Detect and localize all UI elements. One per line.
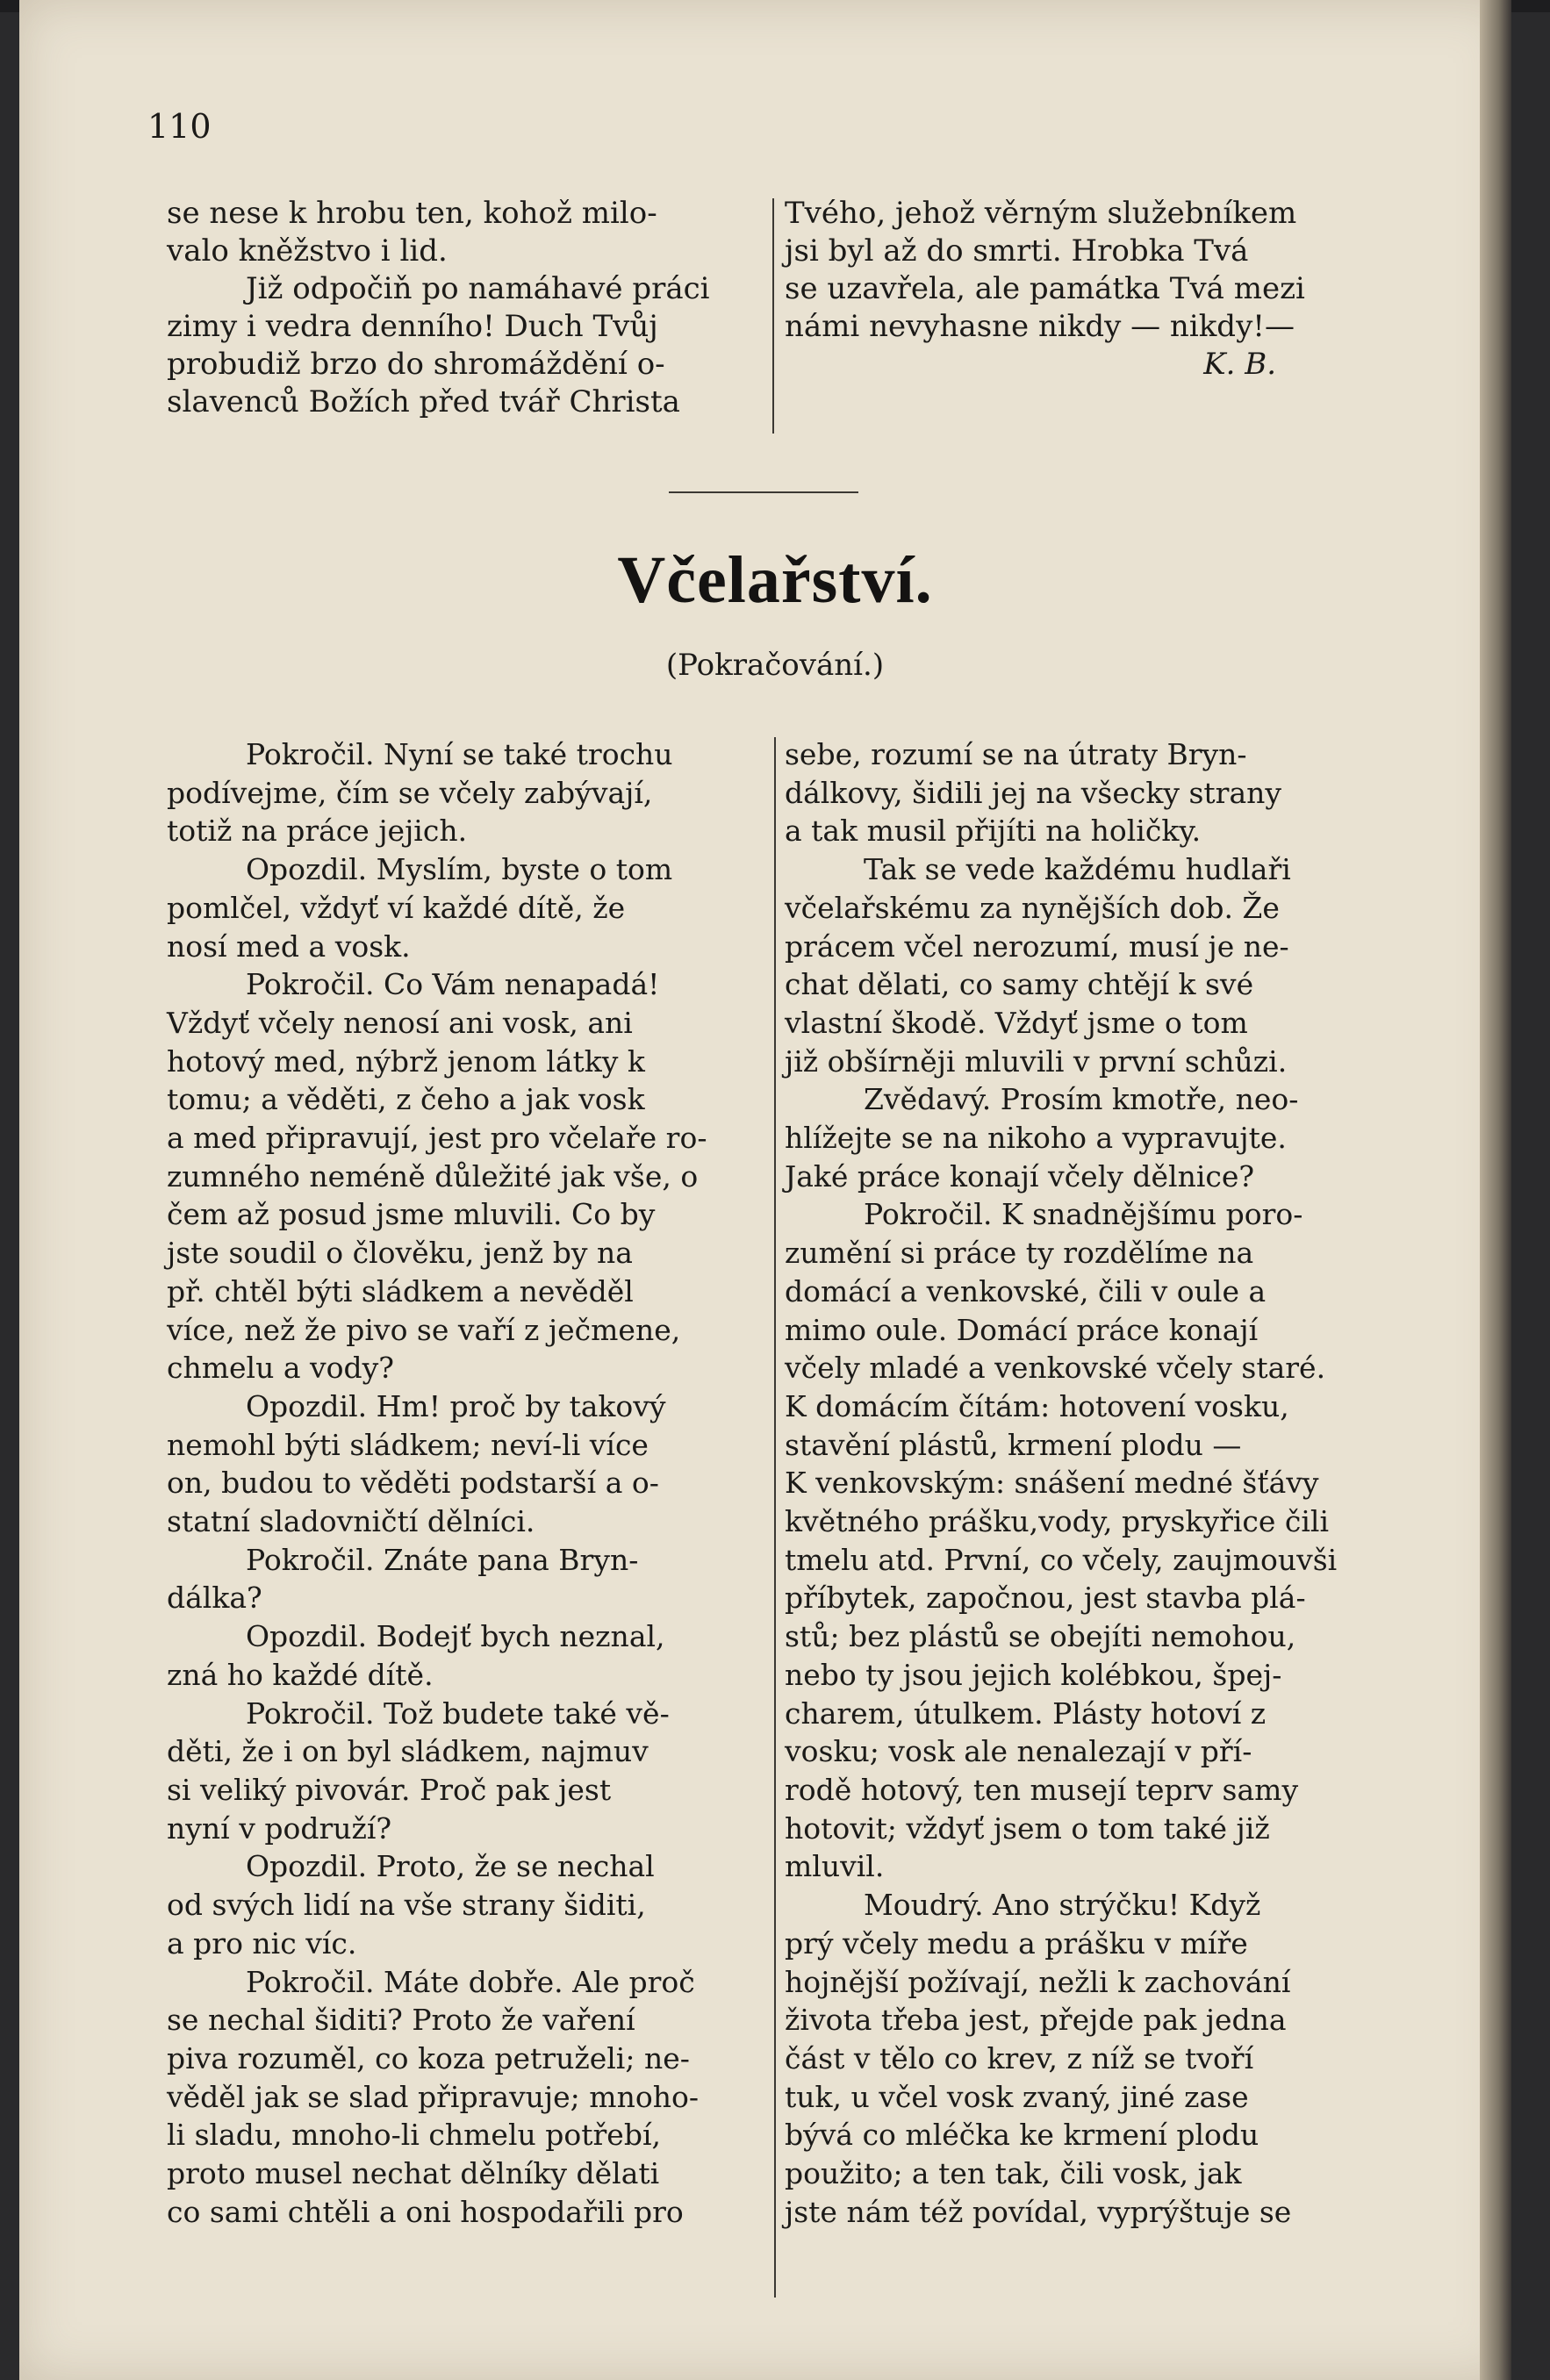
text-line: vosku; vosk ale nenalezají v pří-: [785, 1734, 1252, 1769]
text-line: se nechal šiditi? Proto že vaření: [167, 2003, 635, 2038]
page-spine: [1480, 0, 1511, 2380]
text-line: Tak se vede každému hudlaři: [864, 852, 1291, 887]
text-line: chmelu a vody?: [167, 1351, 394, 1386]
text-line: od svých lidí na vše strany šiditi,: [167, 1888, 646, 1923]
text-line: zná ho každé dítě.: [167, 1657, 434, 1692]
text-line: příbytek, započnou, jest stavba plá-: [785, 1581, 1306, 1616]
text-line: květného prášku,vody, pryskyřice čili: [785, 1504, 1330, 1539]
text-line: zimy i vedra denního! Duch Tvůj: [167, 309, 658, 344]
text-line: Jaké práce konají včely dělnice?: [785, 1158, 1255, 1194]
text-line: K domácím čítám: hotovení vosku,: [785, 1388, 1289, 1423]
text-line: probudiž brzo do shromáždění o-: [167, 347, 665, 382]
text-line: hojnější požívají, nežli k zachování: [785, 1964, 1291, 1999]
text-line: zumění si práce ty rozdělíme na: [785, 1236, 1254, 1271]
text-line: mluvil.: [785, 1849, 885, 1884]
text-line: Opozdil. Hm! proč by takový: [246, 1388, 666, 1423]
signature: K. B.: [1203, 347, 1276, 382]
text-line: Pokročil. Co Vám nenapadá!: [246, 967, 660, 1002]
text-line: mimo oule. Domácí práce konají: [785, 1312, 1259, 1347]
text-line: hlížejte se na nikoho a vypravujte.: [785, 1121, 1287, 1156]
text-line: Pokročil. K snadnějšímu poro-: [864, 1197, 1303, 1232]
text-line: tomu; a věděti, z čeho a jak vosk: [167, 1082, 645, 1117]
text-line: Vždyť včely nenosí ani vosk, ani: [167, 1005, 633, 1040]
text-line: věděl jak se slad připravuje; mnoho-: [167, 2079, 699, 2114]
text-line: včelařskému za nynějších dob. Že: [785, 890, 1280, 925]
text-line: jsi byl až do smrti. Hrobka Tvá: [785, 233, 1249, 269]
text-line: bývá co mléčka ke krmení plodu: [785, 2118, 1259, 2153]
text-line: života třeba jest, přejde pak jedna: [785, 2003, 1287, 2038]
text-line: jste nám též povídal, vyprýštuje se: [785, 2194, 1292, 2229]
text-line: on, budou to věděti podstarší a o-: [167, 1466, 659, 1501]
text-line: Opozdil. Myslím, byste o tom: [246, 852, 673, 887]
text-line: sebe, rozumí se na útraty Bryn-: [785, 737, 1247, 771]
text-line: piva rozuměl, co koza petruželi; ne-: [167, 2040, 690, 2075]
text-line: nyní v podruží?: [167, 1810, 392, 1846]
text-line: námi nevyhasne nikdy — nikdy!—: [785, 309, 1295, 344]
text-line: prácem včel nerozumí, musí je ne-: [785, 928, 1289, 964]
text-line: dálkovy, šidili jej na všecky strany: [785, 775, 1282, 810]
text-line: část v tělo co krev, z níž se tvoří: [785, 2040, 1254, 2075]
text-line: charem, útulkem. Plásty hotoví z: [785, 1695, 1267, 1731]
text-line: proto musel nechat dělníky dělati: [167, 2156, 660, 2191]
text-line: Pokročil. Tož budete také vě-: [246, 1695, 670, 1731]
text-line: pomlčel, vždyť ví každé dítě, že: [167, 890, 626, 925]
article-subtitle: (Pokračování.): [665, 648, 885, 683]
text-line: Pokročil. Máte dobře. Ale proč: [246, 1964, 695, 1999]
text-line: čem až posud jsme mluvili. Co by: [167, 1197, 656, 1232]
column-divider: [774, 737, 776, 2298]
text-line: Moudrý. Ano strýčku! Když: [864, 1888, 1261, 1923]
text-line: použito; a ten tak, čili vosk, jak: [785, 2156, 1242, 2191]
text-line: valo kněžstvo i lid.: [167, 233, 448, 269]
text-line: nosí med a vosk.: [167, 928, 411, 964]
text-line: př. chtěl býti sládkem a nevěděl: [167, 1273, 634, 1308]
text-line: co sami chtěli a oni hospodařili pro: [167, 2194, 684, 2229]
text-line: dálka?: [167, 1581, 262, 1616]
text-line: Opozdil. Proto, že se nechal: [246, 1849, 655, 1884]
text-line: tuk, u včel vosk zvaný, jiné zase: [785, 2079, 1249, 2114]
text-line: včely mladé a venkovské včely staré.: [785, 1351, 1326, 1386]
text-line: vlastní škodě. Vždyť jsme o tom: [785, 1005, 1248, 1040]
text-line: totiž na práce jejich.: [167, 814, 468, 849]
text-line: Již odpočiň po namáhavé práci: [246, 271, 710, 306]
text-line: li sladu, mnoho-li chmelu potřebí,: [167, 2118, 661, 2153]
text-line: děti, že i on byl sládkem, najmuv: [167, 1734, 649, 1769]
text-line: hotový med, nýbrž jenom látky k: [167, 1043, 645, 1079]
text-line: se nese k hrobu ten, kohož milo-: [167, 196, 657, 231]
text-line: více, než že pivo se vaří z ječmene,: [167, 1312, 681, 1347]
text-line: K venkovským: snášení medné šťávy: [785, 1466, 1319, 1501]
text-line: a tak musil přijíti na holičky.: [785, 814, 1202, 849]
text-line: tmelu atd. První, co včely, zaujmouvši: [785, 1542, 1338, 1577]
page-number: 110: [147, 107, 212, 146]
text-line: chat dělati, co samy chtějí k své: [785, 967, 1254, 1002]
obituary-left-column: [167, 195, 764, 421]
text-line: rodě hotový, ten musejí teprv samy: [785, 1772, 1299, 1807]
text-line: domácí a venkovské, čili v oule a: [785, 1273, 1267, 1308]
text-line: slavenců Božích před tvář Christa: [167, 384, 680, 419]
text-line: stů; bez plástů se obejíti nemohou,: [785, 1619, 1296, 1654]
text-line: jste soudil o člověku, jenž by na: [167, 1236, 633, 1271]
text-line: a med připravují, jest pro včelaře ro-: [167, 1121, 707, 1156]
text-line: Tvého, jehož věrným služebníkem: [785, 196, 1297, 231]
article-title: Včelařství.: [617, 543, 933, 617]
text-line: hotovit; vždyť jsem o tom také již: [785, 1810, 1270, 1846]
text-line: a pro nic víc.: [167, 1925, 357, 1961]
text-line: Pokročil. Znáte pana Bryn-: [246, 1542, 639, 1577]
article-left-column: [167, 735, 764, 2231]
text-line: již obšírněji mluvili v první schůzi.: [785, 1043, 1288, 1079]
text-line: se uzavřela, ale památka Tvá mezi: [785, 271, 1305, 306]
text-line: prý včely medu a prášku v míře: [785, 1925, 1248, 1961]
text-line: si veliký pivovár. Proč pak jest: [167, 1772, 612, 1807]
text-line: statní sladovničtí dělníci.: [167, 1504, 535, 1539]
text-line: nemohl býti sládkem; neví-li více: [167, 1427, 649, 1462]
obituary-right-column: [785, 195, 1399, 384]
text-line: podívejme, čím se včely zabývají,: [167, 775, 653, 810]
text-line: zumného neméně důležité jak vše, o: [167, 1158, 699, 1194]
section-divider: [669, 491, 858, 493]
article-right-column: [785, 735, 1399, 2231]
text-line: stavění plástů, krmení plodu —: [785, 1427, 1242, 1462]
text-line: nebo ty jsou jejich kolébkou, špej-: [785, 1657, 1282, 1692]
text-line: Opozdil. Bodejť bych neznal,: [246, 1619, 665, 1654]
text-line: Pokročil. Nyní se také trochu: [246, 737, 673, 771]
text-line: Zvědavý. Prosím kmotře, neo-: [864, 1082, 1299, 1117]
column-divider: [772, 198, 774, 434]
